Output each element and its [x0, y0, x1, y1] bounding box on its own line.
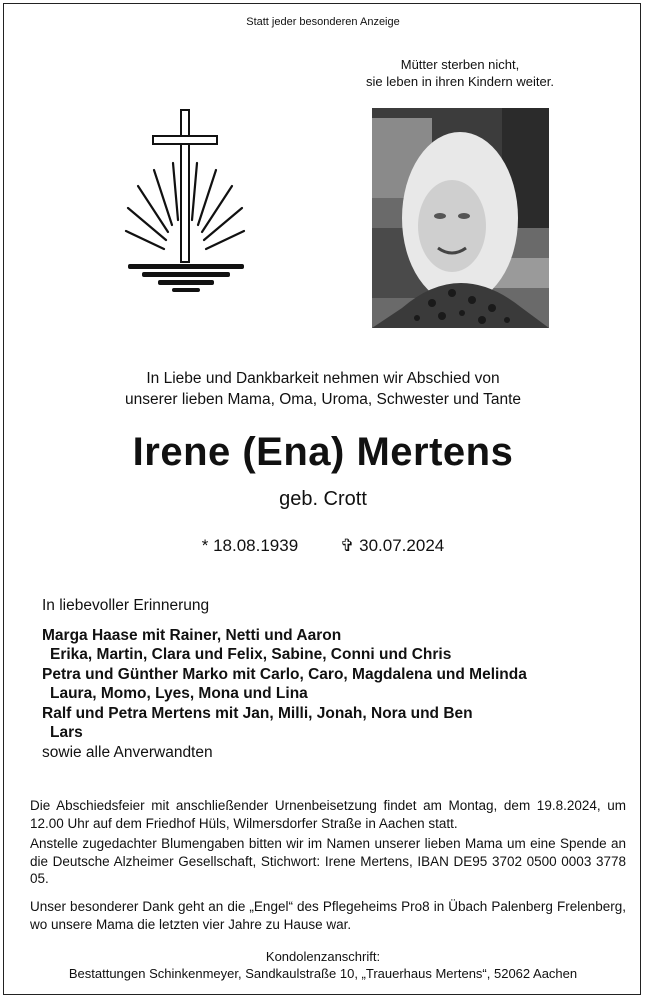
intro-line-1: In Liebe und Dankbarkeit nehmen wir Abschied von [146, 370, 500, 387]
memorial-quote [330, 56, 590, 90]
donation-paragraph: Anstelle zugedachter Blumengaben bitten wir im Namen unserer lieben Mama um eine Spende an die Deutsche Alzheimer Gesellschaft, Stichwort: Irene Mertens, IBAN DE95 3702 0500 0003 3778 05. [30, 836, 626, 886]
birth-date: * 18.08.1939 [201, 536, 299, 555]
mourner-line: Lars [50, 724, 83, 741]
death-date: ✞ 30.07.2024 [340, 536, 445, 555]
condolence-label: Kondolenzanschrift: [265, 949, 381, 964]
mourner-line: Ralf und Petra Mertens mit Jan, Milli, Jonah, Nora und Ben [42, 704, 473, 722]
mourners-list [42, 596, 622, 762]
mourner-line: Marga Haase mit Rainer, Netti und Aaron [42, 626, 342, 644]
mourners-closing: sowie alle Anverwandten [42, 743, 213, 761]
cross-sunrise-emblem [118, 108, 258, 303]
condolence-address [0, 948, 646, 982]
header-note: Statt jeder besonderen Anzeige [246, 16, 400, 28]
portrait-photo [372, 108, 549, 328]
thanks-paragraph: Unser besonderer Dank geht an die „Engel“ des Pflegeheims Pro8 in Übach Palenberg Frelenberg, wo unsere Mama die letzten vier Jahre zu Hause war. [30, 899, 626, 932]
mourner-line: Petra und Günther Marko mit Carlo, Caro, Magdalena und Melinda [42, 665, 527, 683]
life-dates [0, 536, 646, 556]
maiden-name: geb. Crott [279, 488, 367, 510]
quote-line-1: Mütter sterben nicht, [400, 57, 520, 72]
quote-line-2: sie leben in ihren Kindern weiter. [366, 74, 554, 89]
mourner-line: Laura, Momo, Lyes, Mona und Lina [50, 685, 308, 702]
mourners-intro: In liebevoller Erinnerung [42, 597, 210, 614]
intro-line-2: unserer lieben Mama, Oma, Uroma, Schwester und Tante [124, 391, 521, 408]
condolence-address-line: Bestattungen Schinkenmeyer, Sandkaulstraße 10, „Trauerhaus Mertens“, 52062 Aachen [68, 966, 578, 981]
intro-text [0, 368, 646, 410]
deceased-name: Irene (Ena) Mertens [132, 430, 514, 474]
mourner-line: Erika, Martin, Clara und Felix, Sabine, Conni und Chris [50, 646, 452, 663]
ceremony-paragraph: Die Abschiedsfeier mit anschließender Urnenbeisetzung findet am Montag, dem 19.8.2024, um 12.00 Uhr auf dem Friedhof Hüls, Wilmersdorfer Straße in Aachen statt. [30, 798, 626, 831]
